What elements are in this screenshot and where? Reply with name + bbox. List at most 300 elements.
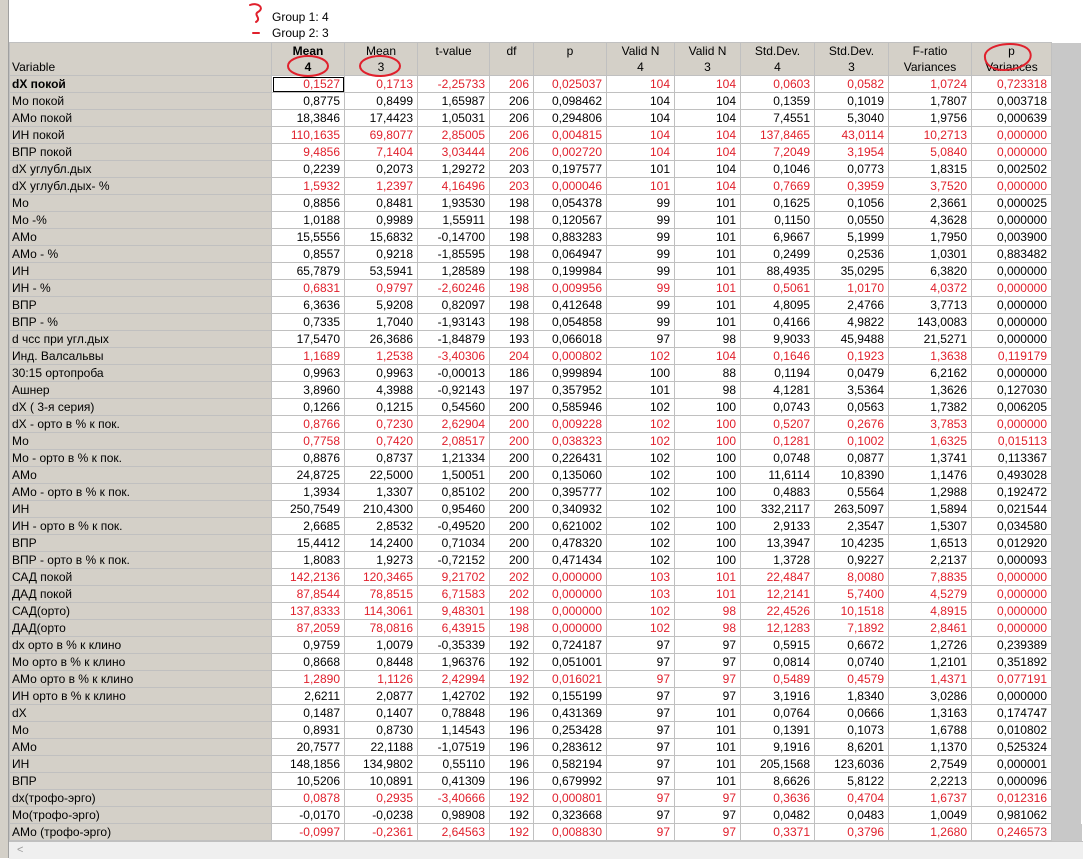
cell-f-ratio-variances[interactable]: 1,9756 xyxy=(889,110,972,127)
variable-name-cell[interactable]: dX углубл.дых- % xyxy=(10,178,272,195)
cell-valid-n-group4[interactable]: 104 xyxy=(607,127,675,144)
cell-mean-group4[interactable]: 17,5470 xyxy=(272,331,345,348)
cell-f-ratio-variances[interactable]: 1,1370 xyxy=(889,739,972,756)
cell-stddev-group3[interactable]: 5,7400 xyxy=(815,586,889,603)
cell-f-ratio-variances[interactable]: 4,0372 xyxy=(889,280,972,297)
cell-valid-n-group3[interactable]: 101 xyxy=(675,722,741,739)
cell-valid-n-group3[interactable]: 101 xyxy=(675,229,741,246)
cell-f-ratio-variances[interactable]: 1,3638 xyxy=(889,348,972,365)
cell-mean-group4[interactable]: 20,7577 xyxy=(272,739,345,756)
cell-stddev-group3[interactable]: 2,3547 xyxy=(815,518,889,535)
cell-t-value[interactable]: 1,96376 xyxy=(418,654,490,671)
cell-p[interactable]: 0,000000 xyxy=(534,586,607,603)
cell-stddev-group4[interactable]: 0,0764 xyxy=(741,705,815,722)
cell-p-variances[interactable]: 0,000096 xyxy=(972,773,1052,790)
cell-mean-group4[interactable]: 0,8766 xyxy=(272,416,345,433)
col-header-stddev-group3[interactable]: Std.Dev. 3 xyxy=(815,43,889,76)
cell-f-ratio-variances[interactable]: 5,0840 xyxy=(889,144,972,161)
cell-valid-n-group3[interactable]: 100 xyxy=(675,518,741,535)
cell-f-ratio-variances[interactable]: 1,0724 xyxy=(889,76,972,93)
cell-valid-n-group3[interactable]: 97 xyxy=(675,688,741,705)
cell-stddev-group3[interactable]: 0,1056 xyxy=(815,195,889,212)
cell-p[interactable]: 0,120567 xyxy=(534,212,607,229)
cell-f-ratio-variances[interactable]: 1,6788 xyxy=(889,722,972,739)
cell-valid-n-group4[interactable]: 101 xyxy=(607,178,675,195)
variable-name-cell[interactable]: dX - орто в % к пок. xyxy=(10,416,272,433)
cell-stddev-group4[interactable]: 0,5915 xyxy=(741,637,815,654)
variable-name-cell[interactable]: Мо орто в % к клино xyxy=(10,654,272,671)
variable-name-cell[interactable]: АМо - % xyxy=(10,246,272,263)
cell-t-value[interactable]: 6,71583 xyxy=(418,586,490,603)
cell-p[interactable]: 0,000046 xyxy=(534,178,607,195)
cell-t-value[interactable]: 3,03444 xyxy=(418,144,490,161)
cell-valid-n-group4[interactable]: 97 xyxy=(607,705,675,722)
cell-stddev-group3[interactable]: 10,4235 xyxy=(815,535,889,552)
cell-t-value[interactable]: -3,40306 xyxy=(418,348,490,365)
cell-mean-group4[interactable]: 1,1689 xyxy=(272,348,345,365)
cell-valid-n-group3[interactable]: 100 xyxy=(675,552,741,569)
cell-p-variances[interactable]: 0,000000 xyxy=(972,603,1052,620)
cell-stddev-group4[interactable]: 0,4166 xyxy=(741,314,815,331)
cell-mean-group4[interactable]: -0,0997 xyxy=(272,824,345,841)
cell-p[interactable]: 0,135060 xyxy=(534,467,607,484)
cell-valid-n-group3[interactable]: 88 xyxy=(675,365,741,382)
cell-p[interactable]: 0,395777 xyxy=(534,484,607,501)
cell-stddev-group3[interactable]: 0,0550 xyxy=(815,212,889,229)
cell-stddev-group3[interactable]: 0,3796 xyxy=(815,824,889,841)
cell-p-variances[interactable]: 0,002502 xyxy=(972,161,1052,178)
cell-valid-n-group3[interactable]: 100 xyxy=(675,399,741,416)
cell-f-ratio-variances[interactable]: 143,0083 xyxy=(889,314,972,331)
cell-t-value[interactable]: -1,85595 xyxy=(418,246,490,263)
col-header-valid-n-group3[interactable]: Valid N 3 xyxy=(675,43,741,76)
cell-valid-n-group3[interactable]: 98 xyxy=(675,603,741,620)
cell-df[interactable]: 192 xyxy=(490,688,534,705)
cell-mean-group3[interactable]: 0,9797 xyxy=(345,280,418,297)
cell-valid-n-group4[interactable]: 102 xyxy=(607,535,675,552)
cell-mean-group3[interactable]: 53,5941 xyxy=(345,263,418,280)
cell-stddev-group3[interactable]: 1,8340 xyxy=(815,688,889,705)
cell-stddev-group3[interactable]: 0,0483 xyxy=(815,807,889,824)
cell-df[interactable]: 198 xyxy=(490,280,534,297)
cell-stddev-group3[interactable]: 0,0563 xyxy=(815,399,889,416)
col-header-valid-n-group4[interactable]: Valid N 4 xyxy=(607,43,675,76)
cell-p[interactable]: 0,999894 xyxy=(534,365,607,382)
cell-stddev-group3[interactable]: 45,9488 xyxy=(815,331,889,348)
cell-stddev-group3[interactable]: 7,1892 xyxy=(815,620,889,637)
cell-mean-group4[interactable]: 0,1487 xyxy=(272,705,345,722)
cell-valid-n-group4[interactable]: 104 xyxy=(607,110,675,127)
cell-f-ratio-variances[interactable]: 1,5894 xyxy=(889,501,972,518)
cell-f-ratio-variances[interactable]: 1,4371 xyxy=(889,671,972,688)
cell-df[interactable]: 200 xyxy=(490,535,534,552)
cell-stddev-group3[interactable]: 0,5564 xyxy=(815,484,889,501)
cell-stddev-group3[interactable]: 123,6036 xyxy=(815,756,889,773)
variable-name-cell[interactable]: ИН xyxy=(10,756,272,773)
cell-df[interactable]: 200 xyxy=(490,501,534,518)
variable-name-cell[interactable]: Мо -% xyxy=(10,212,272,229)
cell-t-value[interactable]: 1,55911 xyxy=(418,212,490,229)
cell-valid-n-group4[interactable]: 101 xyxy=(607,161,675,178)
cell-df[interactable]: 200 xyxy=(490,552,534,569)
cell-mean-group4[interactable]: 1,0188 xyxy=(272,212,345,229)
cell-stddev-group4[interactable]: 4,1281 xyxy=(741,382,815,399)
cell-mean-group4[interactable]: 0,7758 xyxy=(272,433,345,450)
cell-mean-group4[interactable]: 24,8725 xyxy=(272,467,345,484)
variable-name-cell[interactable]: САД(орто) xyxy=(10,603,272,620)
variable-name-cell[interactable]: Инд. Валсальвы xyxy=(10,348,272,365)
cell-mean-group4[interactable]: 1,8083 xyxy=(272,552,345,569)
cell-p-variances[interactable]: 0,010802 xyxy=(972,722,1052,739)
cell-mean-group3[interactable]: 26,3686 xyxy=(345,331,418,348)
cell-stddev-group3[interactable]: 0,0740 xyxy=(815,654,889,671)
cell-f-ratio-variances[interactable]: 1,6737 xyxy=(889,790,972,807)
cell-f-ratio-variances[interactable]: 1,3741 xyxy=(889,450,972,467)
cell-t-value[interactable]: -3,40666 xyxy=(418,790,490,807)
cell-p-variances[interactable]: 0,000025 xyxy=(972,195,1052,212)
cell-stddev-group3[interactable]: 35,0295 xyxy=(815,263,889,280)
cell-mean-group4[interactable]: 0,9963 xyxy=(272,365,345,382)
variable-name-cell[interactable]: dx(трофо-эрго) xyxy=(10,790,272,807)
cell-p-variances[interactable]: 0,000093 xyxy=(972,552,1052,569)
cell-mean-group3[interactable]: 22,5000 xyxy=(345,467,418,484)
variable-name-cell[interactable]: ИН орто в % к клино xyxy=(10,688,272,705)
cell-p[interactable]: 0,000000 xyxy=(534,569,607,586)
cell-df[interactable]: 200 xyxy=(490,467,534,484)
cell-valid-n-group4[interactable]: 97 xyxy=(607,637,675,654)
cell-valid-n-group4[interactable]: 99 xyxy=(607,195,675,212)
cell-p[interactable]: 0,009956 xyxy=(534,280,607,297)
cell-t-value[interactable]: -1,07519 xyxy=(418,739,490,756)
cell-f-ratio-variances[interactable]: 3,7853 xyxy=(889,416,972,433)
cell-mean-group3[interactable]: 0,7420 xyxy=(345,433,418,450)
cell-f-ratio-variances[interactable]: 1,6325 xyxy=(889,433,972,450)
cell-mean-group4[interactable]: 9,4856 xyxy=(272,144,345,161)
cell-stddev-group4[interactable]: 13,3947 xyxy=(741,535,815,552)
cell-valid-n-group3[interactable]: 101 xyxy=(675,246,741,263)
cell-mean-group3[interactable]: 10,0891 xyxy=(345,773,418,790)
cell-mean-group4[interactable]: 2,6685 xyxy=(272,518,345,535)
cell-valid-n-group3[interactable]: 101 xyxy=(675,280,741,297)
cell-valid-n-group3[interactable]: 97 xyxy=(675,654,741,671)
cell-f-ratio-variances[interactable]: 1,2680 xyxy=(889,824,972,841)
cell-mean-group4[interactable]: 0,7335 xyxy=(272,314,345,331)
cell-p-variances[interactable]: 0,000001 xyxy=(972,756,1052,773)
cell-stddev-group3[interactable]: 2,4766 xyxy=(815,297,889,314)
cell-valid-n-group4[interactable]: 97 xyxy=(607,654,675,671)
cell-valid-n-group4[interactable]: 102 xyxy=(607,603,675,620)
cell-valid-n-group4[interactable]: 102 xyxy=(607,552,675,569)
cell-t-value[interactable]: -2,25733 xyxy=(418,76,490,93)
cell-stddev-group4[interactable]: 4,8095 xyxy=(741,297,815,314)
cell-valid-n-group4[interactable]: 99 xyxy=(607,212,675,229)
cell-p[interactable]: 0,038323 xyxy=(534,433,607,450)
cell-t-value[interactable]: 4,16496 xyxy=(418,178,490,195)
cell-t-value[interactable]: 0,55110 xyxy=(418,756,490,773)
cell-valid-n-group3[interactable]: 104 xyxy=(675,110,741,127)
cell-t-value[interactable]: 1,28589 xyxy=(418,263,490,280)
variable-name-cell[interactable]: ВПР xyxy=(10,535,272,552)
cell-t-value[interactable]: -1,93143 xyxy=(418,314,490,331)
cell-stddev-group3[interactable]: 0,6672 xyxy=(815,637,889,654)
cell-t-value[interactable]: 0,82097 xyxy=(418,297,490,314)
cell-stddev-group4[interactable]: 0,0603 xyxy=(741,76,815,93)
cell-p-variances[interactable]: 0,012316 xyxy=(972,790,1052,807)
cell-stddev-group4[interactable]: 0,1391 xyxy=(741,722,815,739)
cell-f-ratio-variances[interactable]: 1,8315 xyxy=(889,161,972,178)
cell-stddev-group4[interactable]: 0,5207 xyxy=(741,416,815,433)
cell-valid-n-group4[interactable]: 97 xyxy=(607,722,675,739)
cell-p[interactable]: 0,357952 xyxy=(534,382,607,399)
cell-t-value[interactable]: 6,43915 xyxy=(418,620,490,637)
cell-valid-n-group3[interactable]: 101 xyxy=(675,739,741,756)
cell-valid-n-group4[interactable]: 97 xyxy=(607,773,675,790)
cell-p-variances[interactable]: 0,000000 xyxy=(972,263,1052,280)
cell-p[interactable]: 0,004815 xyxy=(534,127,607,144)
cell-stddev-group3[interactable]: 0,0479 xyxy=(815,365,889,382)
cell-valid-n-group3[interactable]: 100 xyxy=(675,433,741,450)
cell-stddev-group4[interactable]: 7,4551 xyxy=(741,110,815,127)
cell-df[interactable]: 197 xyxy=(490,382,534,399)
cell-mean-group4[interactable]: 0,1527 xyxy=(272,76,345,93)
cell-mean-group4[interactable]: 250,7549 xyxy=(272,501,345,518)
cell-stddev-group4[interactable]: 0,1046 xyxy=(741,161,815,178)
cell-df[interactable]: 206 xyxy=(490,110,534,127)
variable-name-cell[interactable]: САД покой xyxy=(10,569,272,586)
cell-df[interactable]: 193 xyxy=(490,331,534,348)
cell-p-variances[interactable]: 0,113367 xyxy=(972,450,1052,467)
variable-name-cell[interactable]: ВПР покой xyxy=(10,144,272,161)
cell-valid-n-group3[interactable]: 100 xyxy=(675,535,741,552)
cell-stddev-group4[interactable]: 0,7669 xyxy=(741,178,815,195)
cell-p-variances[interactable]: 0,000000 xyxy=(972,144,1052,161)
cell-f-ratio-variances[interactable]: 1,3163 xyxy=(889,705,972,722)
cell-t-value[interactable]: 9,21702 xyxy=(418,569,490,586)
cell-t-value[interactable]: 0,78848 xyxy=(418,705,490,722)
cell-t-value[interactable]: 0,54560 xyxy=(418,399,490,416)
cell-valid-n-group3[interactable]: 97 xyxy=(675,671,741,688)
cell-p[interactable]: 0,054378 xyxy=(534,195,607,212)
cell-f-ratio-variances[interactable]: 21,5271 xyxy=(889,331,972,348)
cell-valid-n-group4[interactable]: 102 xyxy=(607,433,675,450)
cell-stddev-group4[interactable]: 0,1194 xyxy=(741,365,815,382)
cell-df[interactable]: 198 xyxy=(490,620,534,637)
cell-t-value[interactable]: 0,98908 xyxy=(418,807,490,824)
cell-f-ratio-variances[interactable]: 1,0301 xyxy=(889,246,972,263)
cell-df[interactable]: 204 xyxy=(490,348,534,365)
cell-valid-n-group4[interactable]: 100 xyxy=(607,365,675,382)
cell-mean-group4[interactable]: 3,8960 xyxy=(272,382,345,399)
cell-valid-n-group4[interactable]: 102 xyxy=(607,501,675,518)
cell-df[interactable]: 206 xyxy=(490,76,534,93)
cell-p[interactable]: 0,000000 xyxy=(534,603,607,620)
cell-stddev-group3[interactable]: 0,3959 xyxy=(815,178,889,195)
cell-df[interactable]: 198 xyxy=(490,603,534,620)
cell-p[interactable]: 0,340932 xyxy=(534,501,607,518)
col-header-f-ratio-variances[interactable]: F-ratio Variances xyxy=(889,43,972,76)
col-header-p[interactable]: p xyxy=(534,43,607,76)
cell-valid-n-group3[interactable]: 104 xyxy=(675,127,741,144)
cell-valid-n-group3[interactable]: 97 xyxy=(675,790,741,807)
cell-mean-group3[interactable]: 22,1188 xyxy=(345,739,418,756)
cell-t-value[interactable]: 0,71034 xyxy=(418,535,490,552)
cell-stddev-group4[interactable]: 0,1625 xyxy=(741,195,815,212)
cell-mean-group4[interactable]: 1,2890 xyxy=(272,671,345,688)
cell-p-variances[interactable]: 0,000000 xyxy=(972,688,1052,705)
cell-valid-n-group3[interactable]: 97 xyxy=(675,807,741,824)
cell-mean-group3[interactable]: 5,9208 xyxy=(345,297,418,314)
cell-p[interactable]: 0,002720 xyxy=(534,144,607,161)
cell-f-ratio-variances[interactable]: 4,3628 xyxy=(889,212,972,229)
cell-stddev-group3[interactable]: 4,9822 xyxy=(815,314,889,331)
cell-mean-group3[interactable]: 14,2400 xyxy=(345,535,418,552)
cell-valid-n-group4[interactable]: 104 xyxy=(607,93,675,110)
cell-p-variances[interactable]: 0,981062 xyxy=(972,807,1052,824)
cell-f-ratio-variances[interactable]: 2,8461 xyxy=(889,620,972,637)
cell-p[interactable]: 0,431369 xyxy=(534,705,607,722)
cell-p-variances[interactable]: 0,000000 xyxy=(972,569,1052,586)
cell-f-ratio-variances[interactable]: 7,8835 xyxy=(889,569,972,586)
cell-p-variances[interactable]: 0,000000 xyxy=(972,297,1052,314)
variable-name-cell[interactable]: Мо xyxy=(10,433,272,450)
cell-valid-n-group3[interactable]: 101 xyxy=(675,756,741,773)
cell-mean-group3[interactable]: 120,3465 xyxy=(345,569,418,586)
cell-p[interactable]: 0,226431 xyxy=(534,450,607,467)
variable-name-cell[interactable]: ИН - орто в % к пок. xyxy=(10,518,272,535)
cell-p-variances[interactable]: 0,000000 xyxy=(972,178,1052,195)
cell-valid-n-group3[interactable]: 98 xyxy=(675,620,741,637)
cell-stddev-group4[interactable]: 3,1916 xyxy=(741,688,815,705)
cell-stddev-group3[interactable]: 0,1019 xyxy=(815,93,889,110)
cell-f-ratio-variances[interactable]: 4,8915 xyxy=(889,603,972,620)
cell-mean-group4[interactable]: 10,5206 xyxy=(272,773,345,790)
cell-valid-n-group4[interactable]: 97 xyxy=(607,790,675,807)
col-header-mean-group4[interactable]: Mean 4 xyxy=(272,43,345,76)
cell-valid-n-group3[interactable]: 100 xyxy=(675,484,741,501)
cell-f-ratio-variances[interactable]: 1,2101 xyxy=(889,654,972,671)
cell-p[interactable]: 0,054858 xyxy=(534,314,607,331)
cell-valid-n-group3[interactable]: 104 xyxy=(675,178,741,195)
cell-stddev-group4[interactable]: 0,4883 xyxy=(741,484,815,501)
cell-mean-group4[interactable]: 0,8856 xyxy=(272,195,345,212)
cell-mean-group4[interactable]: 0,2239 xyxy=(272,161,345,178)
cell-stddev-group3[interactable]: 0,1002 xyxy=(815,433,889,450)
cell-mean-group3[interactable]: 1,1126 xyxy=(345,671,418,688)
variable-name-cell[interactable]: dX углубл.дых xyxy=(10,161,272,178)
cell-f-ratio-variances[interactable]: 2,2137 xyxy=(889,552,972,569)
variable-name-cell[interactable]: dx орто в % к клино xyxy=(10,637,272,654)
cell-f-ratio-variances[interactable]: 1,7807 xyxy=(889,93,972,110)
cell-stddev-group4[interactable]: 0,0743 xyxy=(741,399,815,416)
cell-df[interactable]: 192 xyxy=(490,824,534,841)
cell-valid-n-group4[interactable]: 104 xyxy=(607,144,675,161)
cell-df[interactable]: 206 xyxy=(490,144,534,161)
cell-mean-group4[interactable]: 0,8557 xyxy=(272,246,345,263)
cell-df[interactable]: 200 xyxy=(490,518,534,535)
cell-p-variances[interactable]: 0,000000 xyxy=(972,620,1052,637)
variable-name-cell[interactable]: ИН xyxy=(10,501,272,518)
cell-valid-n-group3[interactable]: 104 xyxy=(675,161,741,178)
cell-stddev-group4[interactable]: 9,1916 xyxy=(741,739,815,756)
cell-valid-n-group4[interactable]: 97 xyxy=(607,756,675,773)
cell-mean-group3[interactable]: 0,8499 xyxy=(345,93,418,110)
cell-valid-n-group4[interactable]: 99 xyxy=(607,314,675,331)
cell-p[interactable]: 0,412648 xyxy=(534,297,607,314)
variable-name-cell[interactable]: ДАД(орто xyxy=(10,620,272,637)
cell-stddev-group3[interactable]: 3,1954 xyxy=(815,144,889,161)
cell-t-value[interactable]: 2,64563 xyxy=(418,824,490,841)
cell-valid-n-group4[interactable]: 102 xyxy=(607,620,675,637)
cell-df[interactable]: 198 xyxy=(490,212,534,229)
cell-f-ratio-variances[interactable]: 3,7520 xyxy=(889,178,972,195)
variable-name-cell[interactable]: ВПР - орто в % к пок. xyxy=(10,552,272,569)
cell-p[interactable]: 0,051001 xyxy=(534,654,607,671)
cell-t-value[interactable]: 1,42702 xyxy=(418,688,490,705)
cell-mean-group3[interactable]: 0,2935 xyxy=(345,790,418,807)
cell-p[interactable]: 0,679992 xyxy=(534,773,607,790)
cell-t-value[interactable]: -2,60246 xyxy=(418,280,490,297)
cell-f-ratio-variances[interactable]: 2,7549 xyxy=(889,756,972,773)
cell-stddev-group3[interactable]: 0,4579 xyxy=(815,671,889,688)
cell-valid-n-group3[interactable]: 101 xyxy=(675,195,741,212)
col-header-df[interactable]: df xyxy=(490,43,534,76)
cell-df[interactable]: 198 xyxy=(490,263,534,280)
cell-valid-n-group4[interactable]: 102 xyxy=(607,518,675,535)
cell-p-variances[interactable]: 0,000000 xyxy=(972,127,1052,144)
cell-stddev-group3[interactable]: 10,8390 xyxy=(815,467,889,484)
cell-valid-n-group3[interactable]: 101 xyxy=(675,586,741,603)
cell-mean-group4[interactable]: 0,0878 xyxy=(272,790,345,807)
variable-name-cell[interactable]: ИН xyxy=(10,263,272,280)
variable-name-cell[interactable]: 30:15 ортопроба xyxy=(10,365,272,382)
cell-t-value[interactable]: 1,21334 xyxy=(418,450,490,467)
cell-f-ratio-variances[interactable]: 1,7950 xyxy=(889,229,972,246)
cell-stddev-group4[interactable]: 332,2117 xyxy=(741,501,815,518)
cell-p[interactable]: 0,253428 xyxy=(534,722,607,739)
cell-mean-group3[interactable]: 0,1215 xyxy=(345,399,418,416)
cell-valid-n-group4[interactable]: 97 xyxy=(607,671,675,688)
cell-df[interactable]: 203 xyxy=(490,161,534,178)
cell-mean-group3[interactable]: 0,1407 xyxy=(345,705,418,722)
variable-name-cell[interactable]: АМо орто в % к клино xyxy=(10,671,272,688)
cell-p[interactable]: 0,323668 xyxy=(534,807,607,824)
cell-p[interactable]: 0,098462 xyxy=(534,93,607,110)
cell-stddev-group3[interactable]: 0,0773 xyxy=(815,161,889,178)
cell-p-variances[interactable]: 0,493028 xyxy=(972,467,1052,484)
cell-f-ratio-variances[interactable]: 1,2988 xyxy=(889,484,972,501)
cell-p-variances[interactable]: 0,000000 xyxy=(972,586,1052,603)
cell-p[interactable]: 0,009228 xyxy=(534,416,607,433)
cell-mean-group3[interactable]: 0,8481 xyxy=(345,195,418,212)
cell-mean-group4[interactable]: -0,0170 xyxy=(272,807,345,824)
cell-df[interactable]: 198 xyxy=(490,246,534,263)
cell-stddev-group3[interactable]: 0,4704 xyxy=(815,790,889,807)
cell-df[interactable]: 192 xyxy=(490,790,534,807)
cell-mean-group3[interactable]: 1,9273 xyxy=(345,552,418,569)
cell-p-variances[interactable]: 0,723318 xyxy=(972,76,1052,93)
cell-stddev-group3[interactable]: 5,3040 xyxy=(815,110,889,127)
variable-column-header[interactable]: Variable xyxy=(10,43,272,76)
cell-valid-n-group3[interactable]: 101 xyxy=(675,263,741,280)
cell-stddev-group4[interactable]: 22,4526 xyxy=(741,603,815,620)
cell-stddev-group4[interactable]: 137,8465 xyxy=(741,127,815,144)
cell-valid-n-group3[interactable]: 101 xyxy=(675,297,741,314)
cell-valid-n-group4[interactable]: 102 xyxy=(607,484,675,501)
cell-mean-group4[interactable]: 110,1635 xyxy=(272,127,345,144)
cell-valid-n-group4[interactable]: 97 xyxy=(607,807,675,824)
cell-stddev-group4[interactable]: 0,5061 xyxy=(741,280,815,297)
cell-mean-group4[interactable]: 15,5556 xyxy=(272,229,345,246)
